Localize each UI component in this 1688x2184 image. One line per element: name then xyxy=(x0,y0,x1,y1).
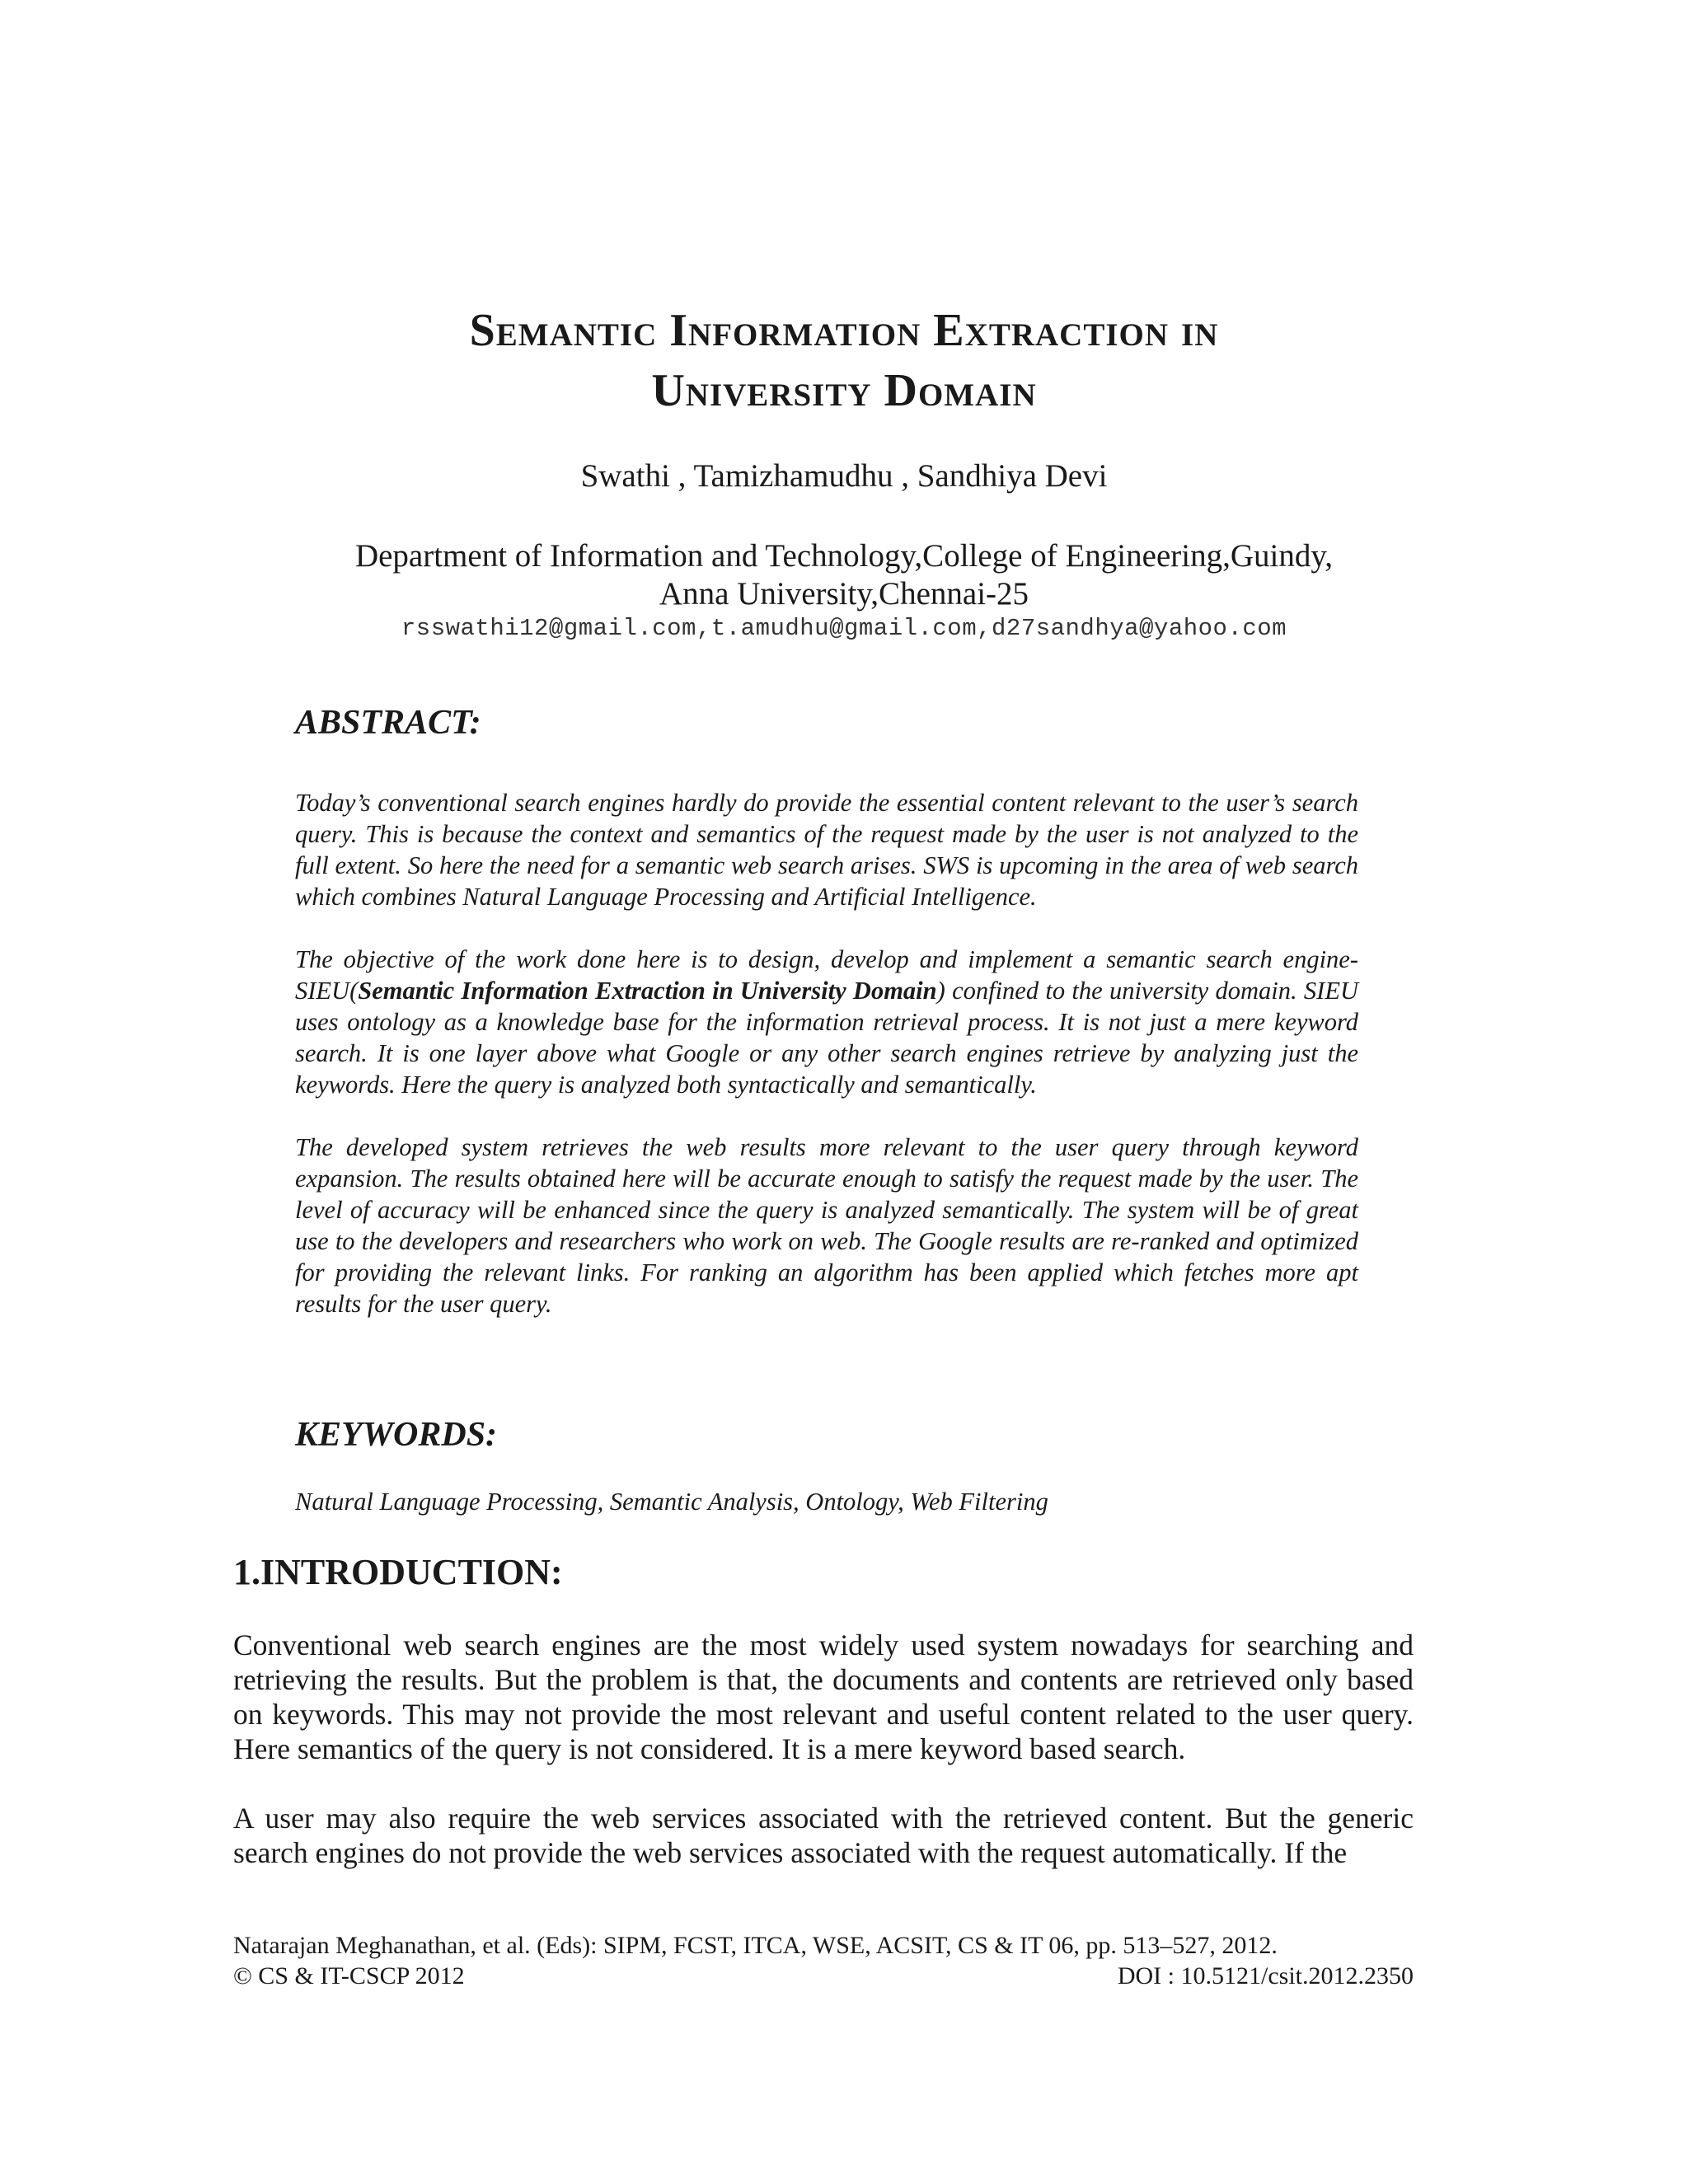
title-line-2: University Domain xyxy=(651,365,1037,416)
abstract-paragraph-2 xyxy=(295,944,1358,1100)
intro-paragraph-1: Conventional web search engines are the most widely used system nowadays for searching and retrieving the results. But the problem is that, the documents and contents are retrieved only based on keywords. This may not provide the most relevant and useful content related to the user query. Here semantics of the query is not considered. It is a mere keyword based search. xyxy=(233,1629,1414,1765)
footer-citation: Natarajan Meghanathan, et al. (Eds): SIPM, FCST, ITCA, WSE, ACSIT, CS & IT 06, pp. 513–527, 2012. xyxy=(233,1932,1278,1959)
footer-doi: DOI : 10.5121/csit.2012.2350 xyxy=(1117,1962,1414,1990)
abstract-paragraph-1: Today’s conventional search engines hardly do provide the essential content relevant to the user’s search query. This is because the context and semantics of the request made by the user is not analyzed to the full extent. So here the need for a semantic web search arises. SWS is upcoming in the area of web search which combines Natural Language Processing and Artificial Intelligence. xyxy=(295,789,1358,911)
abstract-body xyxy=(295,787,1358,1351)
introduction-heading: 1.INTRODUCTION: xyxy=(233,1552,563,1592)
paper-title xyxy=(0,301,1688,421)
author-list: Swathi , Tamizhamudhu , Sandhiya Devi xyxy=(580,458,1108,494)
abstract-p2-before: The objective of the work done here is to design, develop and implement a semantic search engine- SIEU( xyxy=(295,945,1358,1005)
abstract-paragraph-3: The developed system retrieves the web results more relevant to the user query through keyword expansion. The results obtained here will be accurate enough to satisfy the request made by the user. The level of accuracy will be enhanced since the query is analyzed semantically. The system will be of great use to the developers and researchers who work on web. The Google results are re-ranked and optimized for providing the relevant links. For ranking an algorithm has been applied which fetches more apt results for the user query. xyxy=(295,1133,1358,1318)
affiliation-line-2: Anna University,Chennai-25 xyxy=(659,576,1029,612)
abstract-heading: ABSTRACT: xyxy=(295,704,481,742)
keywords-list: Natural Language Processing, Semantic Analysis, Ontology, Web Filtering xyxy=(295,1488,1048,1516)
abstract-p2-after: ) confined to the university domain. SIEU uses ontology as a knowledge base for the information retrieval process. It is not just a mere keyword search. It is one layer above what Google or any other search engines retrieve by analyzing just the keywords. Here the query is analyzed both syntactically and semantically. xyxy=(295,977,1358,1099)
introduction-body xyxy=(233,1628,1414,1905)
abstract-p2-bold: Semantic Information Extraction in University Domain xyxy=(358,977,937,1005)
page-footer xyxy=(233,1930,1414,1991)
affiliation-line-1: Department of Information and Technology,College of Engineering,Guindy, xyxy=(354,538,1334,574)
affiliation xyxy=(0,537,1688,613)
keywords-heading: KEYWORDS: xyxy=(295,1416,498,1454)
author-emails: rsswathi12@gmail.com,t.amudhu@gmail.com,d27sandhya@yahoo.com xyxy=(401,615,1287,642)
footer-copyright: © CS & IT-CSCP 2012 xyxy=(233,1962,465,1990)
intro-paragraph-2: A user may also require the web services associated with the retrieved content. But the generic search engines do not provide the web services associated with the request automatically. If the xyxy=(233,1802,1414,1869)
footer-row xyxy=(233,1961,1414,1991)
title-line-1: Semantic Information Extraction in xyxy=(469,305,1219,356)
